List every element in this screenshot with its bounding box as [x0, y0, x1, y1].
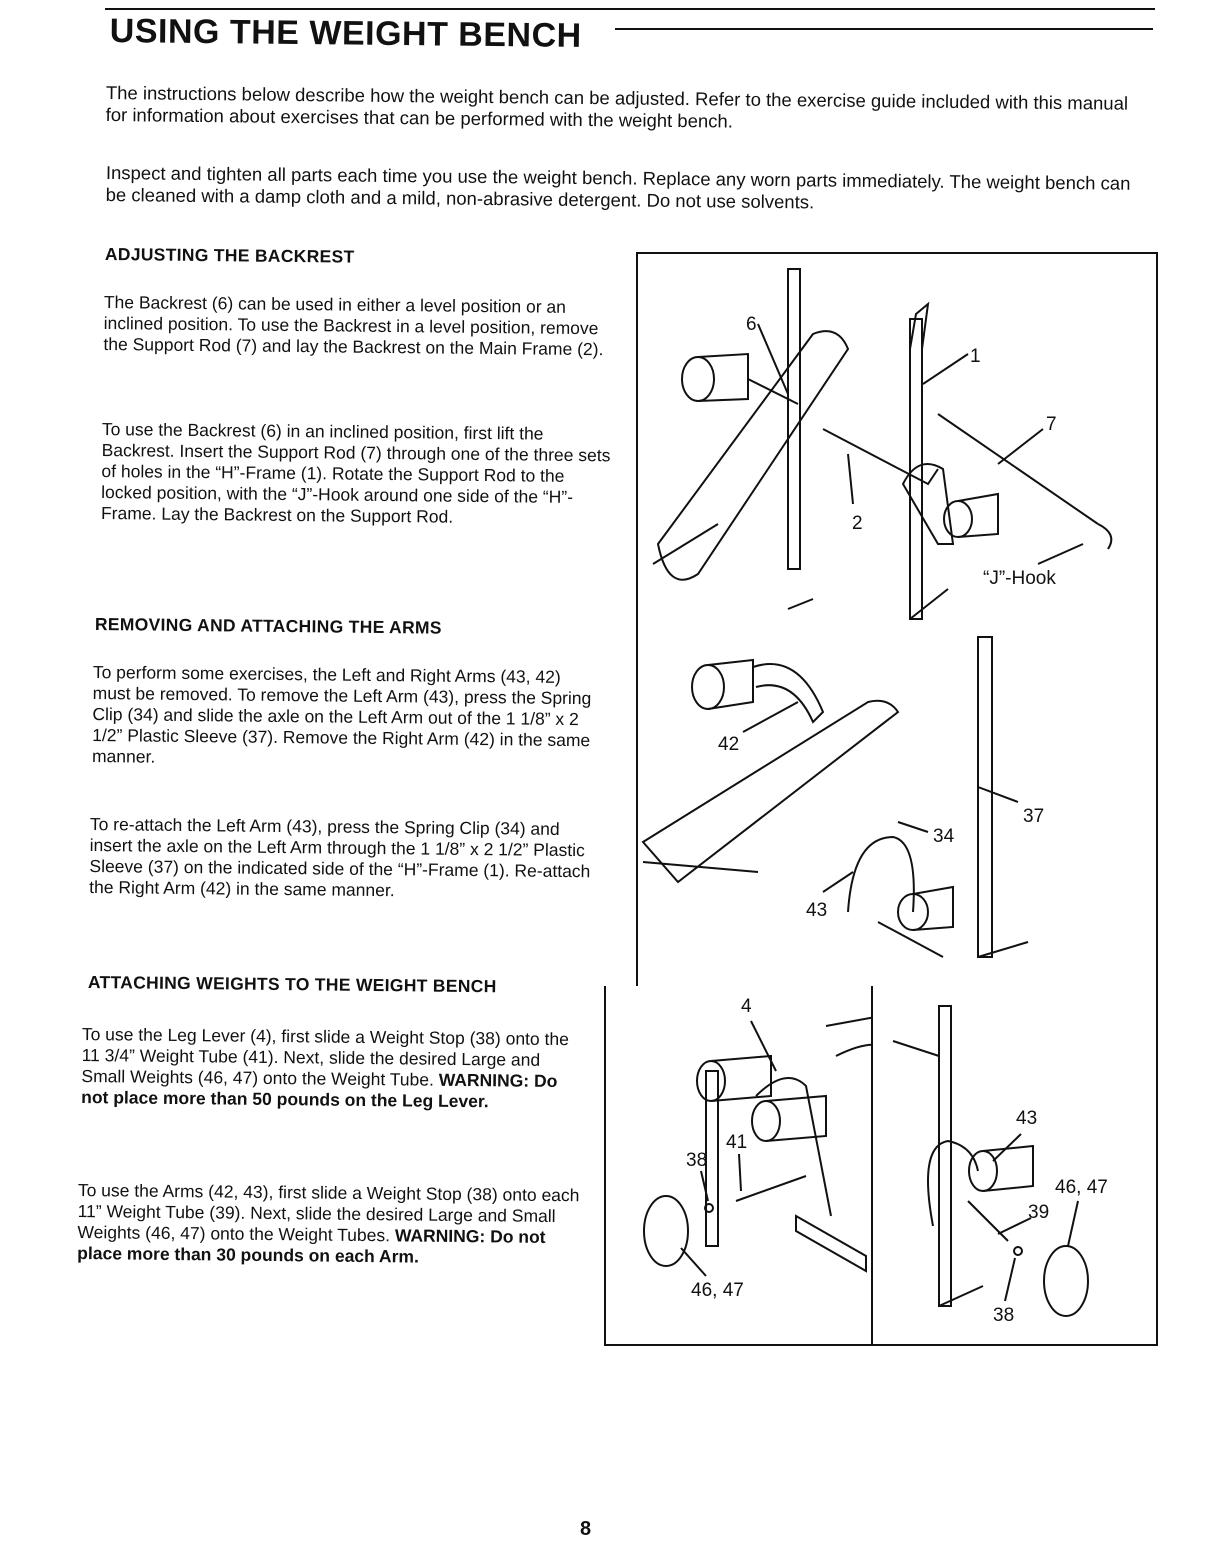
backrest-foam-roller-right [944, 501, 972, 537]
leg-lever-leader-41 [739, 1154, 741, 1191]
arm-weights-weight-plate [1044, 1246, 1088, 1316]
arm-weights-leader-46-47 [1068, 1201, 1078, 1246]
arms-heading: REMOVING AND ATTACHING THE ARMS [94, 614, 442, 638]
leg-lever-label-38: 38 [686, 1150, 708, 1171]
backrest-roller-right-body [958, 494, 998, 537]
arm-weights-foot [939, 1286, 983, 1306]
arms-upright [978, 637, 992, 957]
backrest-label-1: 1 [970, 346, 981, 367]
arm-weights-upright [939, 1006, 951, 1306]
arm-weights-label-46-47: 46, 47 [1055, 1177, 1108, 1198]
arm-weights-label-39: 39 [1028, 1202, 1050, 1223]
backrest-leader-7 [998, 429, 1043, 464]
leg-lever-label-46-47: 46, 47 [691, 1280, 744, 1301]
leg-lever-upright [706, 1071, 718, 1246]
backrest-label-7: 7 [1046, 414, 1057, 435]
arms-roller-right-body [913, 887, 953, 930]
figure-arms [636, 622, 1158, 988]
title-rule [615, 28, 1153, 30]
leg-lever-weight-plate [644, 1196, 688, 1266]
arm-weights-leader-38 [1005, 1258, 1015, 1301]
arms-label-34: 34 [933, 826, 955, 847]
leg-lever-illustration [606, 986, 881, 1344]
arms-paragraph-2: To re-attach the Left Arm (43), press the Spring Clip (34) and insert the axle on the Left Arm through the 1 1/8” x 2 1/2” Plastic Sleeve (37) on the indicated side of the “H”-Frame (1). Re-attach the Right Arm (42) in the same manner. [89, 814, 591, 901]
arms-backrest-pad [643, 701, 898, 882]
page-number: 8 [580, 1518, 592, 1540]
weights-heading: ATTACHING WEIGHTS TO THE WEIGHT BENCH [87, 972, 497, 997]
backrest-label-6: 6 [746, 314, 757, 335]
backrest-leader-j-hook [1038, 544, 1083, 564]
arms-leader-42 [743, 702, 798, 732]
intro-paragraph-2: Inspect and tighten all parts each time you use the weight bench. Replace any worn parts immediately. The weight bench can be cleaned with a damp cloth and a mild, non-abrasive detergent. Do not use solvents. [105, 162, 1131, 213]
backrest-j-top [910, 304, 928, 349]
leg-lever-roller-top [697, 1061, 725, 1101]
weights-warning-2: WARNING: Do not place more than 30 pounds on each Arm. [77, 1225, 546, 1267]
figure-leg-lever [604, 986, 883, 1346]
arms-paragraph-1: To perform some exercises, the Left and Right Arms (43, 42) must be removed. To remove the Left Arm (43), press the Spring Clip (34) and slide the axle on the Left Arm out of the 1 1/8” x 2 1/2” Plastic Sleeve (37). Remove the Right Arm (42) in the same manner. [91, 662, 592, 767]
arm-weights-roller [969, 1151, 997, 1191]
backrest-upright-left [788, 269, 800, 569]
arms-label-42: 42 [718, 734, 740, 755]
backrest-feet [788, 589, 948, 619]
page-title: USING THE WEIGHT BENCH [109, 12, 582, 55]
weights-paragraph-1 [81, 1024, 587, 1113]
weights-paragraph-2 [77, 1180, 593, 1269]
figure-backrest [636, 252, 1158, 626]
arms-roller-left [692, 665, 724, 709]
arms-illustration [638, 622, 1156, 986]
backrest-j-hook [1098, 524, 1111, 549]
intro-paragraph-1: The instructions below describe how the weight bench can be adjusted. Refer to the exercise guide included with this manual for information about exercises that can be performed with the weight bench. [105, 82, 1129, 132]
weights-paragraph-2-text: To use the Arms (42, 43), first slide a Weight Stop (38) onto each 11” Weight Tube (39). Next, slide the desired Large and Small Weights (46, 47) onto the Weight Tubes. [77, 1180, 580, 1246]
leg-lever-roller-top-body [711, 1056, 771, 1101]
backrest-paragraph-1: The Backrest (6) can be used in either a level position or an inclined position. To use the Backrest in a level position, remove the Support Rod (7) and lay the Backrest on the Main Frame (2). [103, 292, 604, 360]
backrest-label-2: 2 [852, 513, 863, 534]
top-rule [105, 8, 1155, 10]
arm-weights-arm-curve [928, 1141, 978, 1226]
arms-left-arm-curve [848, 837, 914, 912]
backrest-support-rod [938, 414, 1098, 524]
arm-weights-leader-39 [998, 1218, 1031, 1234]
backrest-foam-roller-left [682, 357, 714, 401]
leg-lever-leader-4 [751, 1021, 776, 1071]
leg-lever-roller-bottom [752, 1101, 780, 1141]
arms-label-43: 43 [806, 900, 828, 921]
arm-weights-weight-stop [1014, 1247, 1022, 1255]
backrest-label-j-hook: “J”-Hook [983, 568, 1056, 589]
backrest-axle-left [748, 379, 798, 404]
backrest-paragraph-2: To use the Backrest (6) in an inclined position, first lift the Backrest. Insert the Support Rod (7) through one of the three sets of holes in the “H”-Frame (1). Rotate the Support Rod to the locked position, with the “J”-Hook around one side of the “H”-Frame. Lay the Backrest on the Support Rod. [100, 419, 611, 527]
arms-label-37: 37 [1023, 806, 1045, 827]
arms-foot [978, 942, 1028, 957]
backrest-leader-6 [758, 324, 788, 394]
leg-lever-leader-46-47 [681, 1248, 706, 1276]
arms-leader-43 [823, 872, 853, 892]
arms-leader-34 [898, 822, 928, 832]
weights-paragraph-1-text: To use the Leg Lever (4), first slide a Weight Stop (38) onto the 11 3/4” Weight Tube (41). Next, slide the desired Large and Small Weights (46, 47) onto the Weight Tube. [81, 1024, 570, 1090]
arm-weights-weight-tube [968, 1201, 1008, 1241]
arm-weights-label-43: 43 [1016, 1108, 1038, 1129]
backrest-leader-1 [923, 354, 968, 384]
leg-lever-label-41: 41 [726, 1132, 748, 1153]
leg-lever-weight-tube [736, 1176, 806, 1201]
arms-right-arm-curve [753, 664, 823, 722]
arms-weight-tube [878, 922, 943, 957]
arms-leader-37 [978, 787, 1018, 802]
weights-warning-1: WARNING: Do not place more than 50 pounds on the Leg Lever. [81, 1069, 558, 1112]
leg-lever-base [796, 1216, 866, 1271]
leg-lever-roller-bottom-body [766, 1096, 826, 1141]
backrest-main-frame [823, 429, 938, 484]
backrest-illustration [638, 254, 1156, 624]
backrest-roller-body [698, 354, 748, 401]
arm-weights-bench-edge [893, 1041, 939, 1056]
arm-weights-label-38: 38 [993, 1305, 1015, 1326]
backrest-leader-2 [848, 454, 853, 504]
backrest-heading: ADJUSTING THE BACKREST [104, 244, 355, 267]
leg-lever-label-4: 4 [741, 996, 752, 1017]
arm-weights-illustration [873, 986, 1156, 1344]
backrest-upright-right [910, 319, 922, 619]
figure-arm-weights [871, 986, 1158, 1346]
